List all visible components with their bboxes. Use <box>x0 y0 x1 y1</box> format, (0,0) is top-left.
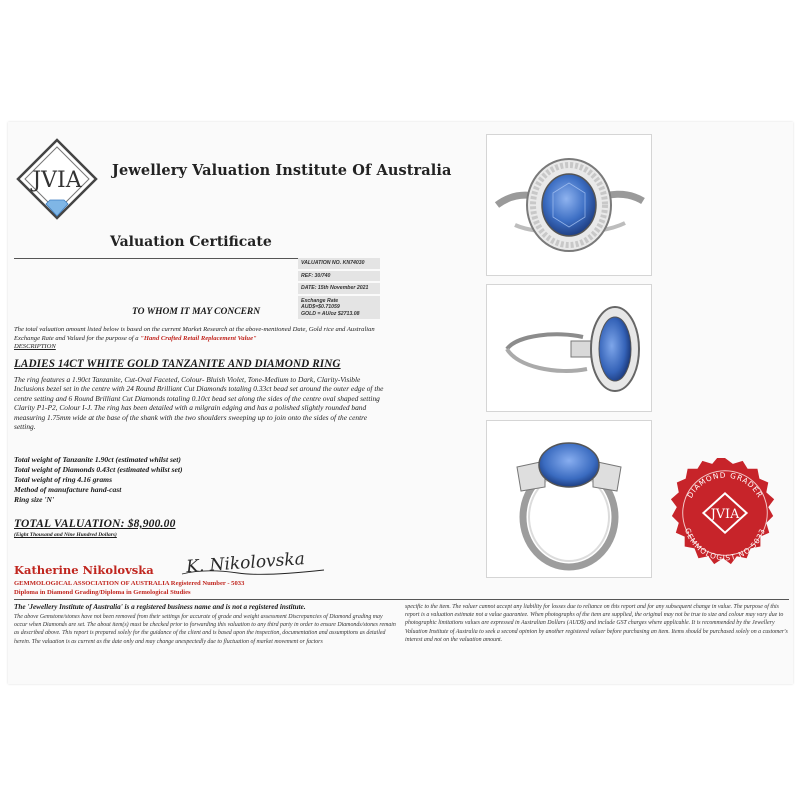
intro-paragraph <box>14 326 384 352</box>
item-description: The ring features a 1.90ct Tanzanite, Cut-Oval Faceted, Colour- Bluish Violet, Tone-Medium to Dark, Clarity-Visible Inclusions bezel set in the centre with 24 Round Brilliant Cut Diamonds totaling 0.33ct bead set around the outer edge of the centre setting and 6 Round Brilliant Cut Diamonds totaling 0.10ct bead set along the sides of the centre oval shaped setting Clarity P1-P2, Colour I-J. The ring has been detailed with a milgrain edging and has a polished slightly rounded band measuring 1.75mm wide at the base of the shank with the two shoulders sweeping up to join onto the sides of the centre setting. <box>14 375 384 432</box>
certificate-title: Valuation Certificate <box>110 234 272 250</box>
footer-disclaimer-right: specific to the item. The valuer cannot accept any liability for losses due to reliance on this report and for any subsequent change in value. The purpose of this report is a valuation estimate not a value guarantee. When photographs of the item are supplied, the original may not be true to size and colour may vary due to photographic limitations values are expressed in Australian Dollars (AUD$) and include GST charges where applicable. It is recommended by the Jewellery Valuation Institute of Australia to seek a second opinion by another registered valuer before purchasing an item. Items should be purchased solely on a customer's interest and not on the valuation amount. <box>405 604 788 643</box>
weights-list <box>14 455 182 505</box>
valuation-purpose: "Hand Crafted Retail Replacement Value" <box>140 334 257 342</box>
institute-name: Jewellery Valuation Institute Of Australia <box>112 162 452 179</box>
footer-heading: The 'Jewellery Institute of Australia' is a registered business name and is not a registered institute. <box>14 603 306 611</box>
total-valuation: TOTAL VALUATION: $8,900.00 <box>14 518 176 530</box>
weight-line: Total weight of Tanzanite 1.90ct (estimated whilst set) <box>14 455 181 464</box>
salutation: TO WHOM IT MAY CONCERN <box>132 307 261 317</box>
aud-rate: AUD$=$0.71059 <box>301 304 340 310</box>
valuation-date: DATE: 15th November 2021 <box>298 283 380 294</box>
credential-diploma: Diploma in Diamond Grading/Diploma in Gemological Studies <box>14 589 191 596</box>
seal-center-text: JVIA <box>710 506 740 522</box>
logo-text: JVIA <box>32 168 82 193</box>
diamond-grader-seal <box>666 456 784 574</box>
valuation-info-box <box>298 258 380 321</box>
handwritten-signature <box>178 540 328 584</box>
seal-bottom-text: GEMMOLOGIST NO 5033 <box>682 526 768 563</box>
ring-photo-top <box>486 134 652 276</box>
ring-photo-front <box>486 420 652 578</box>
gold-rate: GOLD = AU/oz $2713.08 <box>301 310 360 317</box>
total-valuation-words: (Eight Thousand and Nine Hundred Dollars) <box>14 532 117 538</box>
signatory-name: Katherine Nikolovska <box>14 563 154 577</box>
description-label: DESCRIPTION <box>14 343 56 351</box>
weight-line: Ring size 'N' <box>14 495 55 504</box>
jvia-logo <box>14 136 100 222</box>
seal-top-text: DIAMOND GRADER <box>685 470 765 500</box>
footer-disclaimer-left: The above Gemstone/stones have not been removed from their settings for accurate of grade and weight assessment Discrepancies of Diamond grading may occur when Diamonds are set. The about item(s) must be checked prior to forwarding this valuation to any third party in order to ensure Diamonds/stones remain as described above. This report is prepared solely for the guidance of the client and is based upon the inspection, documentation and assumptions as detailed herein. The valuation is as current as the date only and may change unexpectedly due to fluctuation of market movement or factors <box>14 614 396 645</box>
intro-text: The total valuation amount listed below is based on the current Market Research at the above-mentioned Date, Gold rice and Australian Exchange Rate and Valued for the purpose of a <box>14 326 375 342</box>
weight-line: Method of manufacture hand-cast <box>14 485 122 494</box>
item-title: LADIES 14CT WHITE GOLD TANZANITE AND DIAMOND RING <box>14 358 341 370</box>
diamond-icon <box>46 200 68 216</box>
credential-registration: GEMMOLOGICAL ASSOCIATION OF AUSTRALIA Registered Number - 5033 <box>14 580 245 587</box>
weight-line: Total weight of ring 4.16 grams <box>14 475 113 484</box>
footer-divider <box>14 599 789 600</box>
signature-text: K. Nikolovska <box>185 549 306 578</box>
weight-line: Total weight of Diamonds 0.43ct (estimated whilst set) <box>14 465 183 474</box>
ring-photo-side <box>486 284 652 412</box>
exchange-label: Exchange Rate <box>301 297 339 304</box>
exchange-rate-block <box>298 296 380 320</box>
valuation-number: VALUATION NO. KN74030 <box>298 258 380 269</box>
reference: REF: 30/740 <box>298 271 380 282</box>
